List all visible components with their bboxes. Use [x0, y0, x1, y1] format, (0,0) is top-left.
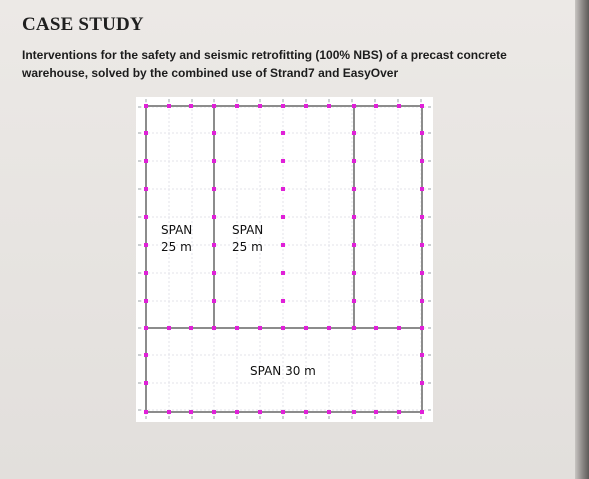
column-marker	[352, 299, 356, 303]
column-marker	[420, 104, 424, 108]
span-label-bottom	[250, 363, 316, 380]
slide-subtitle: Interventions for the safety and seismic retrofitting (100% NBS) of a precast concrete warehouse, solved by the combined use of Strand7 and EasyOver	[22, 48, 507, 80]
column-marker	[281, 326, 285, 330]
column-marker	[258, 104, 262, 108]
column-marker	[420, 215, 424, 219]
column-marker	[420, 271, 424, 275]
column-marker	[144, 243, 148, 247]
column-marker	[212, 131, 216, 135]
column-marker	[374, 104, 378, 108]
column-marker	[212, 410, 216, 414]
column-marker	[144, 381, 148, 385]
column-marker	[352, 187, 356, 191]
column-marker	[281, 131, 285, 135]
column-marker	[420, 243, 424, 247]
column-marker	[420, 131, 424, 135]
column-marker	[144, 410, 148, 414]
column-marker	[420, 299, 424, 303]
column-marker	[304, 104, 308, 108]
column-marker	[212, 159, 216, 163]
column-marker	[397, 326, 401, 330]
floor-plan	[136, 97, 433, 422]
column-marker	[352, 215, 356, 219]
column-marker	[327, 326, 331, 330]
column-marker	[420, 410, 424, 414]
column-marker	[420, 159, 424, 163]
column-marker	[281, 410, 285, 414]
column-marker	[144, 187, 148, 191]
column-marker	[374, 326, 378, 330]
column-marker	[212, 187, 216, 191]
column-marker	[144, 326, 148, 330]
column-marker	[281, 299, 285, 303]
span-label-left-line1: SPAN	[161, 223, 193, 237]
column-marker	[374, 410, 378, 414]
column-marker	[304, 410, 308, 414]
column-marker	[189, 326, 193, 330]
column-marker	[281, 271, 285, 275]
column-marker	[397, 104, 401, 108]
column-marker	[212, 299, 216, 303]
span-label-middle	[232, 222, 263, 256]
column-marker	[420, 353, 424, 357]
column-marker	[397, 410, 401, 414]
column-marker	[281, 215, 285, 219]
column-marker	[144, 131, 148, 135]
column-marker	[352, 131, 356, 135]
column-marker	[352, 271, 356, 275]
span-label-left-line2: 25 m	[161, 240, 192, 254]
column-marker	[212, 271, 216, 275]
column-marker	[420, 326, 424, 330]
column-marker	[258, 410, 262, 414]
span-label-middle-line1: SPAN	[232, 223, 264, 237]
column-marker	[352, 326, 356, 330]
column-marker	[281, 243, 285, 247]
column-marker	[352, 104, 356, 108]
column-marker	[235, 104, 239, 108]
span-label-middle-line2: 25 m	[232, 240, 263, 254]
column-marker	[144, 215, 148, 219]
column-marker	[212, 243, 216, 247]
column-marker	[189, 410, 193, 414]
column-marker	[144, 159, 148, 163]
column-marker	[144, 271, 148, 275]
column-marker	[304, 326, 308, 330]
column-marker	[327, 104, 331, 108]
column-marker	[212, 215, 216, 219]
column-marker	[212, 104, 216, 108]
column-marker	[258, 326, 262, 330]
span-label-left	[161, 222, 192, 256]
column-marker	[144, 353, 148, 357]
column-marker	[352, 243, 356, 247]
slide-title: CASE STUDY	[22, 14, 144, 35]
column-marker	[327, 410, 331, 414]
column-marker	[281, 159, 285, 163]
column-marker	[420, 187, 424, 191]
column-marker	[167, 326, 171, 330]
column-marker	[352, 410, 356, 414]
span-label-bottom-line1: SPAN 30 m	[250, 364, 316, 378]
column-marker	[235, 410, 239, 414]
column-marker	[235, 326, 239, 330]
column-marker	[212, 326, 216, 330]
column-marker	[167, 410, 171, 414]
column-marker	[281, 104, 285, 108]
column-marker	[420, 381, 424, 385]
column-marker	[167, 104, 171, 108]
column-marker	[144, 104, 148, 108]
slide-edge-shadow	[575, 0, 589, 479]
column-marker	[189, 104, 193, 108]
column-marker	[352, 159, 356, 163]
column-marker	[144, 299, 148, 303]
column-marker	[281, 187, 285, 191]
